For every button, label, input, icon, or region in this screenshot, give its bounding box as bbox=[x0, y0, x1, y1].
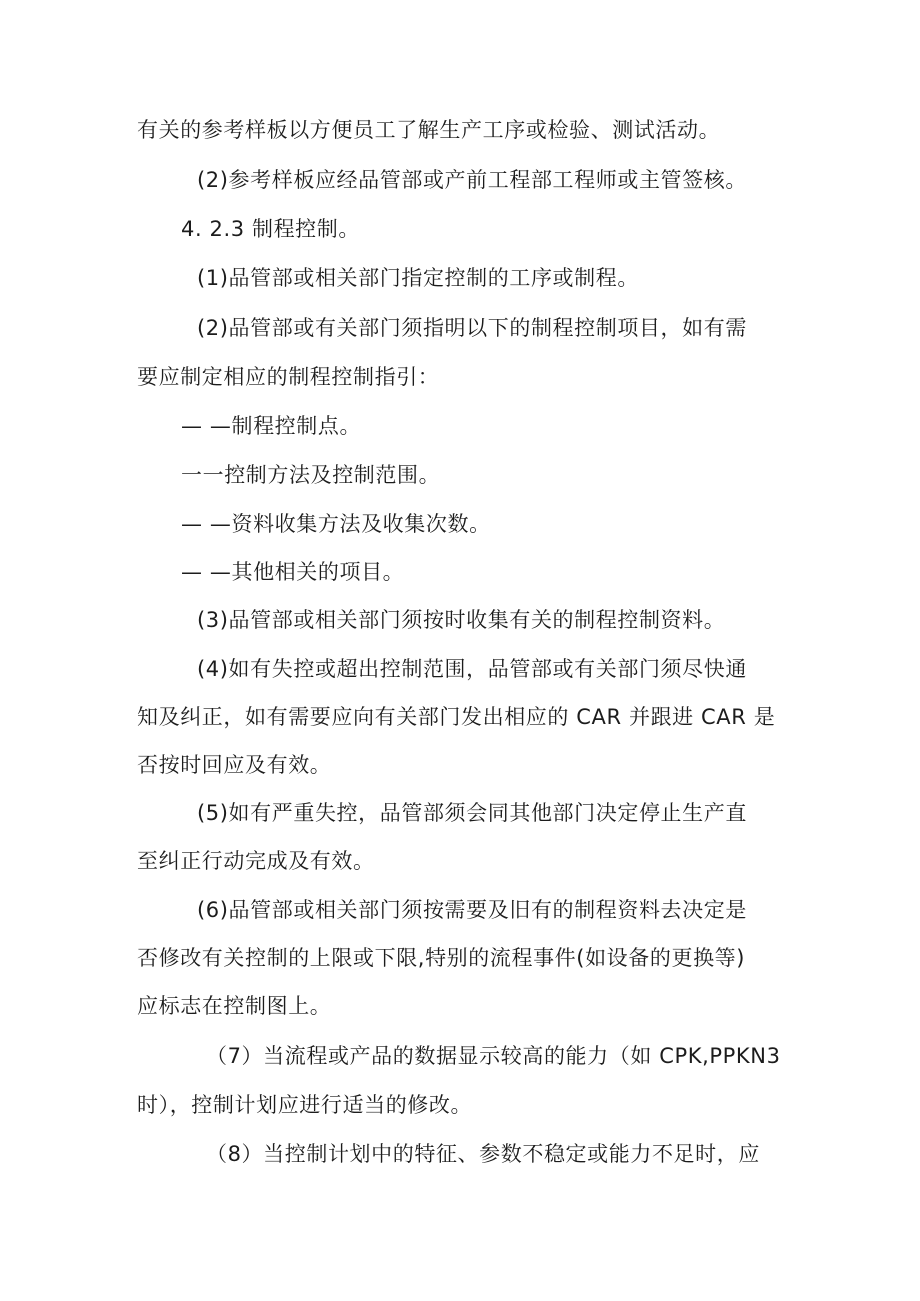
paragraph-line: (3)品管部或相关部门须按时收集有关的制程控制资料。 bbox=[197, 608, 726, 632]
paragraph-line: (4)如有失控或超出控制范围，品管部或有关部门须尽快通 bbox=[197, 657, 747, 681]
section-heading: 4. 2.3 制程控制。 bbox=[181, 217, 360, 241]
paragraph-line: 否修改有关控制的上限或下限,特别的流程事件(如设备的更换等) bbox=[137, 946, 746, 970]
paragraph-line: 要应制定相应的制程控制指引： bbox=[137, 365, 440, 389]
paragraph-line: (1)品管部或相关部门指定控制的工序或制程。 bbox=[197, 266, 639, 290]
paragraph-line: (6)品管部或相关部门须按需要及旧有的制程资料去决定是 bbox=[197, 898, 747, 922]
list-item: — —资料收集方法及收集次数。 bbox=[181, 512, 491, 536]
paragraph-line: 应标志在控制图上。 bbox=[137, 994, 332, 1018]
paragraph-line: 至纠正行动完成及有效。 bbox=[137, 849, 375, 873]
paragraph-line: (5)如有严重失控，品管部须会同其他部门决定停止生产直 bbox=[197, 801, 747, 825]
paragraph-line: （7）当流程或产品的数据显示较高的能力（如 CPK,PPKN3 bbox=[206, 1044, 781, 1068]
paragraph-line: 有关的参考样板以方便员工了解生产工序或检验、测试活动。 bbox=[137, 118, 721, 142]
paragraph-line: （8）当控制计划中的特征、参数不稳定或能力不足时，应 bbox=[206, 1142, 760, 1166]
list-item: — —制程控制点。 bbox=[181, 414, 362, 438]
paragraph-line: 时），控制计划应进行适当的修改。 bbox=[137, 1093, 473, 1117]
paragraph-line: 知及纠正，如有需要应向有关部门发出相应的 CAR 并跟进 CAR 是 bbox=[137, 705, 776, 729]
list-item: 一一控制方法及控制范围。 bbox=[181, 463, 441, 487]
paragraph-line: (2)参考样板应经品管部或产前工程部工程师或主管签核。 bbox=[197, 168, 747, 192]
paragraph-line: 否按时回应及有效。 bbox=[137, 753, 332, 777]
list-item: — —其他相关的项目。 bbox=[181, 560, 405, 584]
paragraph-line: (2)品管部或有关部门须指明以下的制程控制项目，如有需 bbox=[197, 316, 747, 340]
